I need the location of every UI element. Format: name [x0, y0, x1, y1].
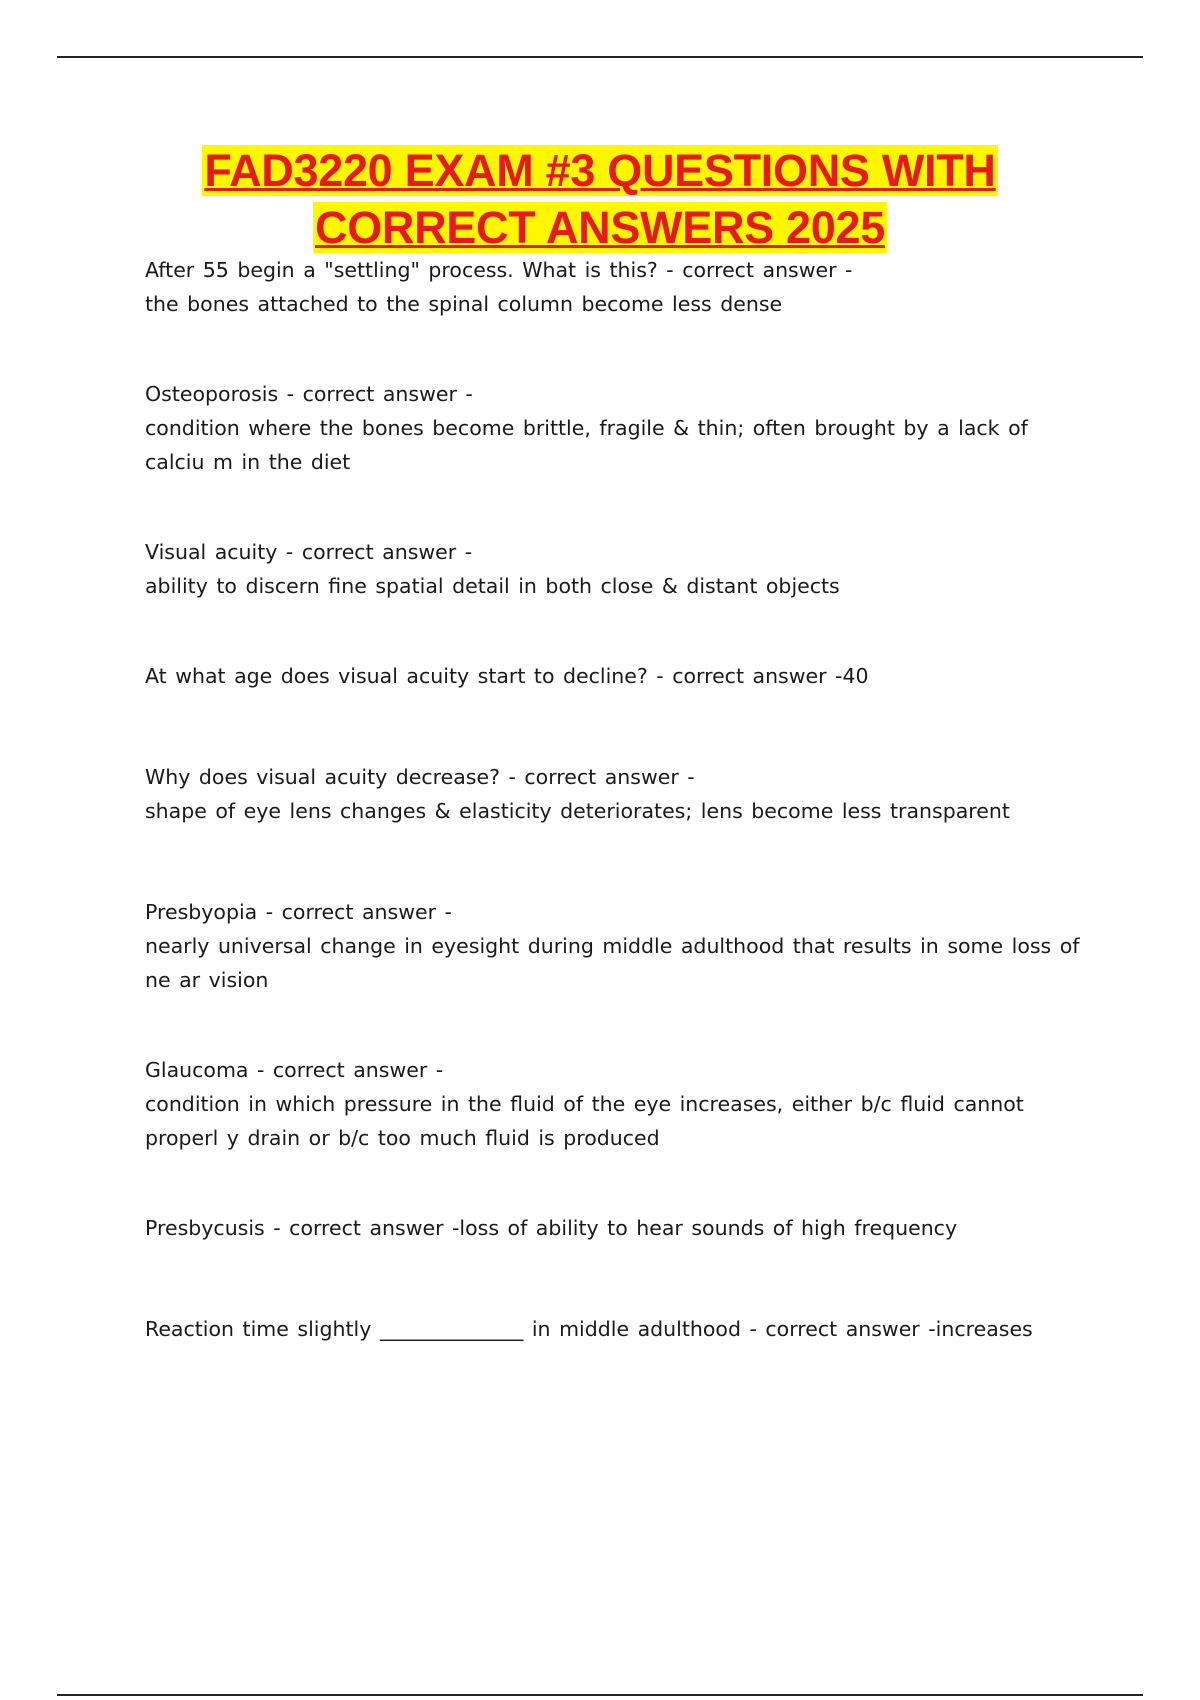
question-text: Reaction time slightly ______________ in middle adulthood - correct answer -increases: [145, 1317, 1033, 1341]
qa-item: [145, 377, 1095, 479]
qa-item: [145, 760, 1095, 828]
document-title: [0, 142, 1200, 256]
question-text: Osteoporosis - correct answer -: [145, 382, 473, 406]
title-line-2: CORRECT ANSWERS 2025: [315, 202, 885, 253]
qa-item: [145, 535, 1095, 603]
top-rule: [57, 56, 1143, 58]
answer-text: condition where the bones become brittle, fragile & thin; often brought by a lack of calciu m in the diet: [145, 416, 1028, 474]
answer-text: the bones attached to the spinal column become less dense: [145, 292, 783, 316]
qa-item: [145, 1053, 1095, 1155]
question-text: After 55 begin a "settling" process. What is this? - correct answer -: [145, 258, 853, 282]
qa-item: [145, 659, 1095, 693]
qa-item: [145, 1312, 1095, 1346]
question-text: Presbyopia - correct answer -: [145, 900, 452, 924]
title-line-1: FAD3220 EXAM #3 QUESTIONS WITH: [204, 145, 996, 196]
question-text: At what age does visual acuity start to decline? - correct answer -40: [145, 664, 869, 688]
answer-text: condition in which pressure in the fluid of the eye increases, either b/c fluid cannot properl y drain or b/c too much fluid is produced: [145, 1092, 1024, 1150]
answer-text: nearly universal change in eyesight during middle adulthood that results in some loss of ne ar vision: [145, 934, 1080, 992]
qa-item: [145, 253, 1095, 321]
bottom-rule: [57, 1694, 1143, 1696]
question-text: Glaucoma - correct answer -: [145, 1058, 444, 1082]
question-text: Why does visual acuity decrease? - correct answer -: [145, 765, 695, 789]
answer-text: shape of eye lens changes & elasticity deteriorates; lens become less transparent: [145, 799, 1010, 823]
qa-item: [145, 895, 1095, 997]
question-text: Presbycusis - correct answer -loss of ability to hear sounds of high frequency: [145, 1216, 958, 1240]
qa-list: [145, 253, 1095, 1346]
answer-text: ability to discern fine spatial detail in both close & distant objects: [145, 574, 840, 598]
question-text: Visual acuity - correct answer -: [145, 540, 473, 564]
qa-item: [145, 1211, 1095, 1245]
